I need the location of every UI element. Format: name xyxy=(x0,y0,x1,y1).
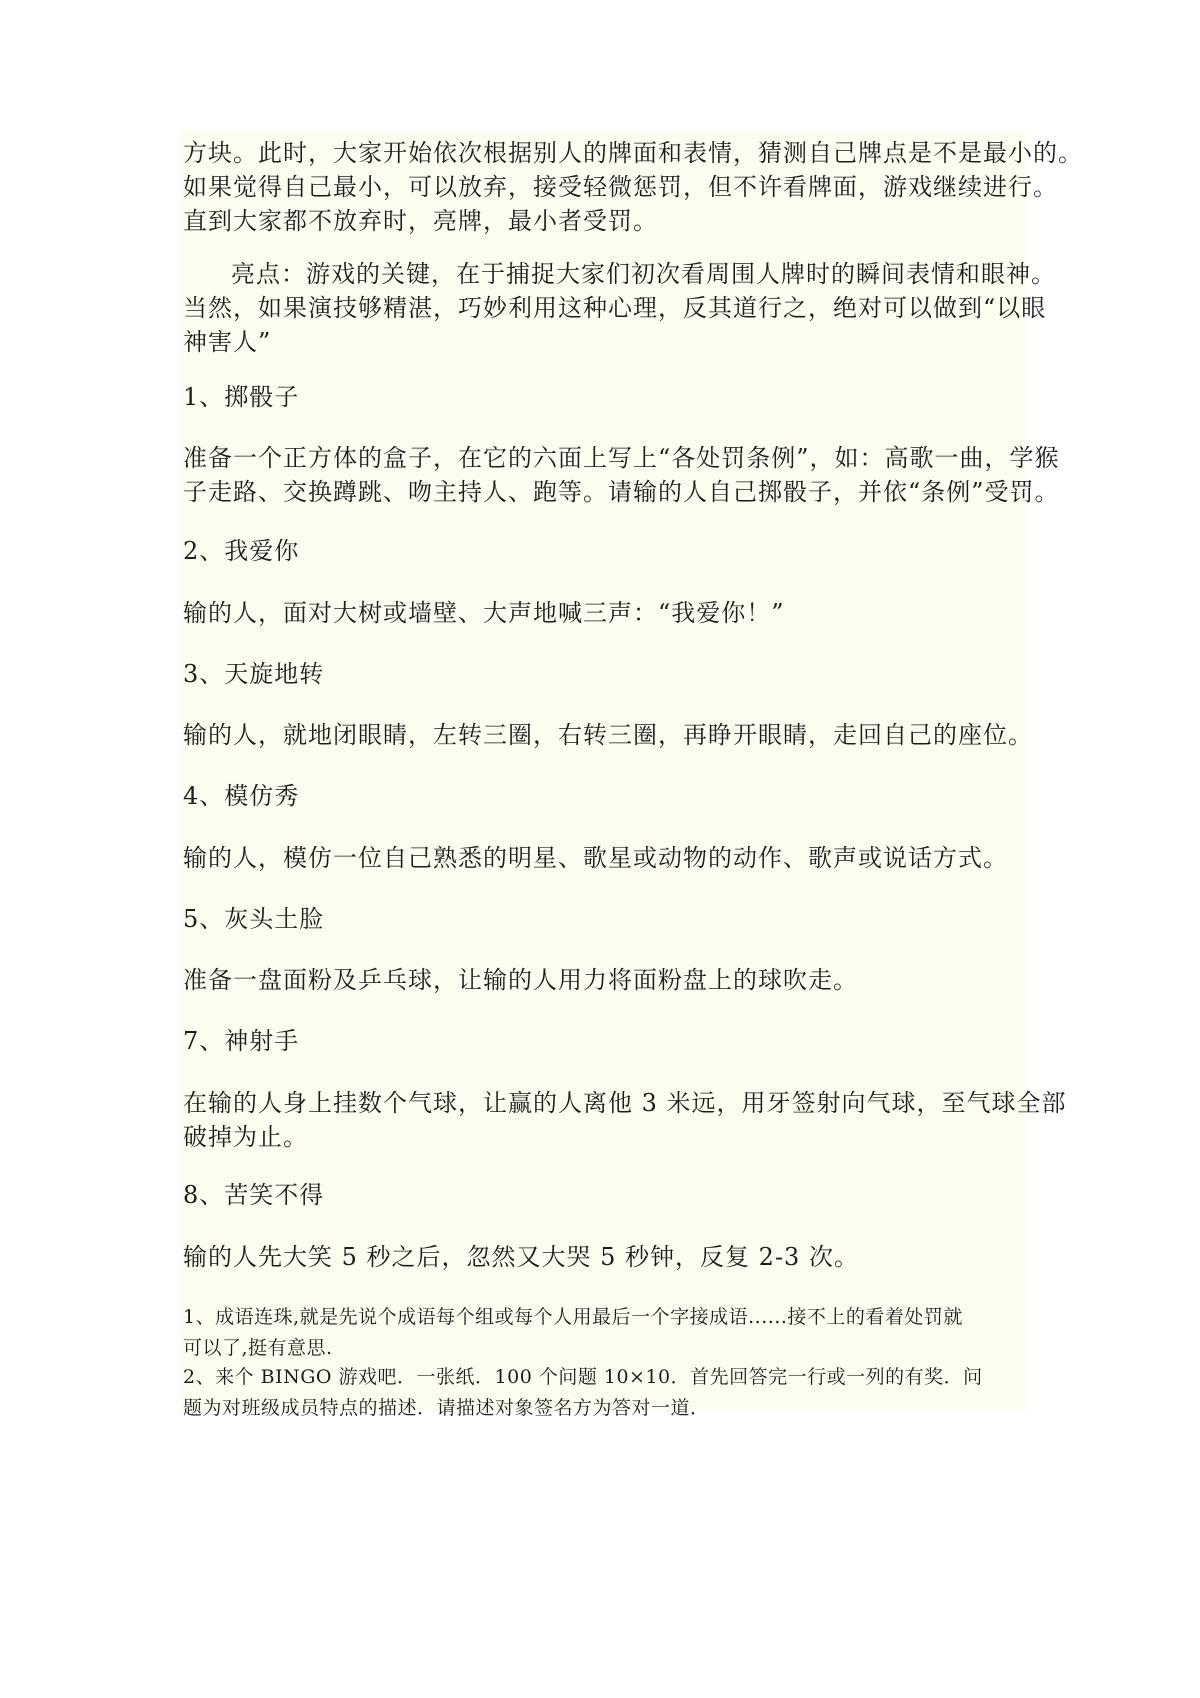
section-body xyxy=(183,963,1028,997)
section-body xyxy=(183,841,1028,875)
paragraph-highlight xyxy=(183,257,1056,359)
note-idiom-chain xyxy=(183,1302,1028,1364)
text-line: 如果觉得自己最小，可以放弃，接受轻微惩罚，但不许看牌面，游戏继续进行。 xyxy=(183,173,1058,201)
section-title: 2、我爱你 xyxy=(183,537,300,565)
text-line: 输的人，就地闭眼睛，左转三圈，右转三圈，再睁开眼睛，走回自己的座位。 xyxy=(183,721,1033,749)
section-body xyxy=(183,718,1033,752)
text-line: 亮点：游戏的关键，在于捕捉大家们初次看周围人牌时的瞬间表情和眼神。 xyxy=(231,260,1056,288)
section-title: 5、灰头土脸 xyxy=(183,905,325,933)
note-bingo-game xyxy=(183,1362,1028,1424)
section-title: 8、苦笑不得 xyxy=(183,1181,325,1209)
section-body xyxy=(183,441,1060,509)
text-line: 可以了,挺有意思. xyxy=(183,1337,333,1359)
text-line: 输的人，面对大树或墙壁、大声地喊三声：“我爱你！” xyxy=(183,599,785,627)
text-line: 输的人，模仿一位自己熟悉的明星、歌星或动物的动作、歌声或说话方式。 xyxy=(183,844,1008,872)
text-line: 题为对班级成员特点的描述．请描述对象签名方为答对一道． xyxy=(183,1397,710,1419)
text-line: 方块。此时，大家开始依次根据别人的牌面和表情，猜测自己牌点是不是最小的。 xyxy=(183,139,1083,167)
section-title: 3、天旋地转 xyxy=(183,660,325,688)
text-line: 神害人” xyxy=(183,328,272,356)
section-title: 1、掷骰子 xyxy=(183,383,300,411)
text-line: 2、来个 BINGO 游戏吧．一张纸．100 个问题 10×10．首先回答完一行或一列的有奖．问 xyxy=(183,1366,983,1388)
section-title: 4、模仿秀 xyxy=(183,782,300,810)
text-line: 准备一盘面粉及乒乓球，让输的人用力将面粉盘上的球吹走。 xyxy=(183,966,858,994)
section-title: 7、神射手 xyxy=(183,1027,300,1055)
section-body xyxy=(183,596,1028,630)
text-line: 子走路、交换蹲跳、吻主持人、跑等。请输的人自己掷骰子，并依“条例”受罚。 xyxy=(183,478,1060,506)
text-line: 破掉为止。 xyxy=(183,1123,308,1151)
section-body xyxy=(183,1086,1067,1154)
section-body xyxy=(183,1240,1028,1274)
text-line: 准备一个正方体的盒子，在它的六面上写上“各处罚条例”，如：高歌一曲，学猴 xyxy=(183,444,1060,472)
paragraph-card-rules xyxy=(183,136,1083,238)
text-line: 1、成语连珠,就是先说个成语每个组或每个人用最后一个字接成语......接不上的看着处罚就 xyxy=(183,1306,963,1328)
text-line: 输的人先大笑 5 秒之后，忽然又大哭 5 秒钟，反复 2-3 次。 xyxy=(183,1243,859,1271)
text-line: 当然，如果演技够精湛，巧妙利用这种心理，反其道行之，绝对可以做到“以眼 xyxy=(183,294,1047,322)
text-line: 在输的人身上挂数个气球，让赢的人离他 3 米远，用牙签射向气球，至气球全部 xyxy=(183,1089,1067,1117)
text-line: 直到大家都不放弃时，亮牌，最小者受罚。 xyxy=(183,207,658,235)
